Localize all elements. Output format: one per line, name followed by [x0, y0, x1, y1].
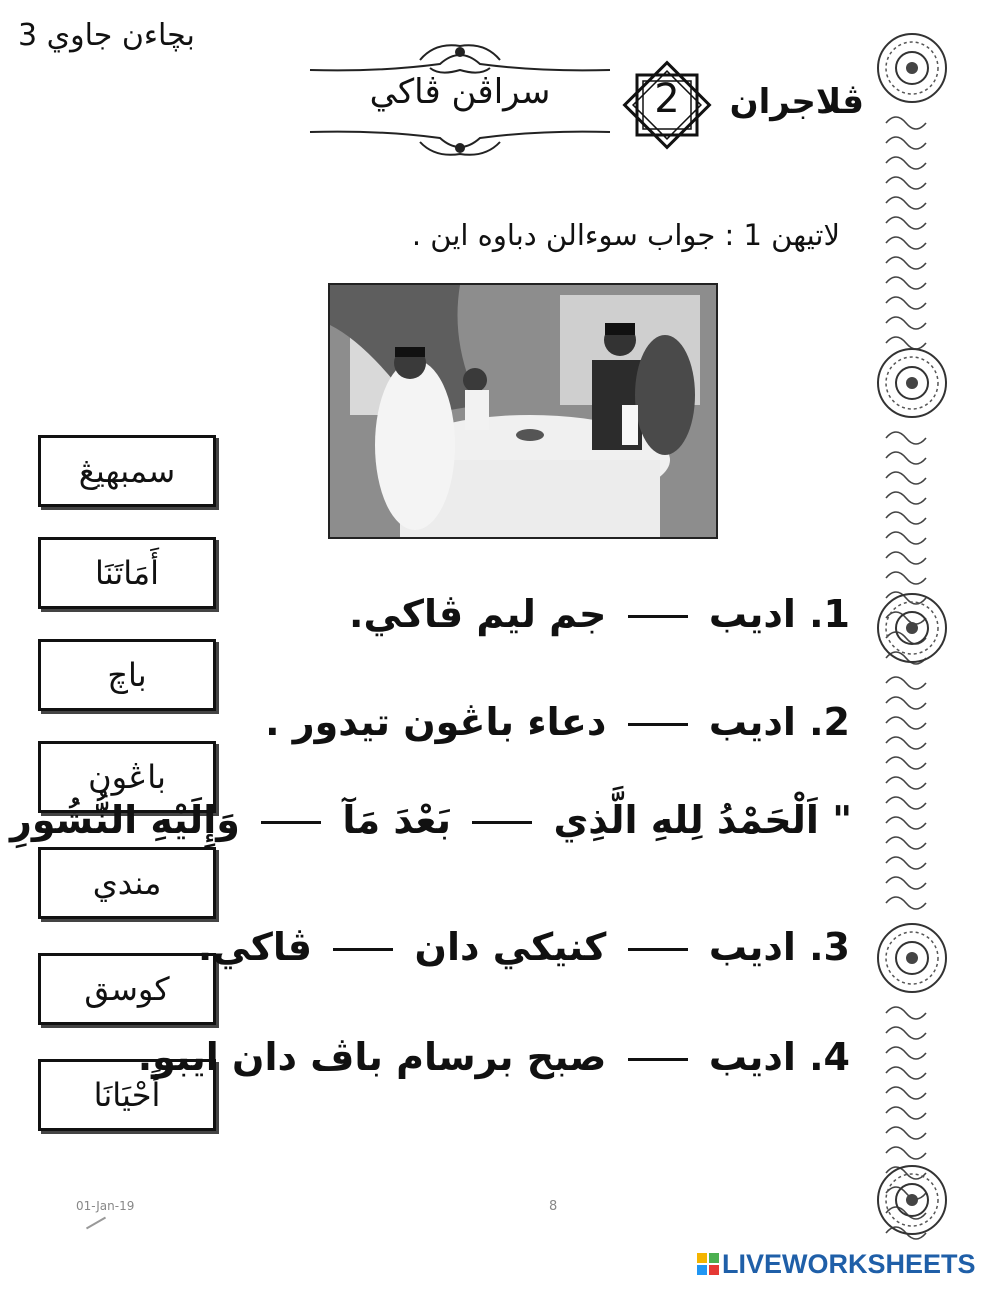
question-text: كنيكي دان	[414, 925, 607, 969]
footer-date: 01-Jan-19	[76, 1199, 135, 1213]
question-number: 2.	[809, 700, 850, 744]
question-number: 1.	[809, 592, 850, 636]
dua-part-1: اَلْحَمْدُ لِلهِ الَّذِي	[553, 798, 819, 842]
word-option[interactable]: أَحْيَانَا	[38, 1059, 216, 1131]
liveworksheets-logo-icon	[697, 1253, 719, 1275]
answer-blank[interactable]	[472, 821, 532, 824]
word-option[interactable]: مندي	[38, 847, 216, 919]
family-photo	[328, 283, 718, 539]
question-subject: اديب	[708, 700, 796, 744]
word-option[interactable]: أَمَاتَنَا	[38, 537, 216, 609]
question-4	[138, 1035, 850, 1079]
question-subject: اديب	[708, 925, 796, 969]
dua-quote-open: "	[832, 798, 852, 842]
answer-blank[interactable]	[628, 723, 688, 726]
exercise-instruction: لاتيهن 1 : جواب سوءالن دباوه اين .	[411, 218, 840, 252]
book-title: بچاءن جاوي 3	[18, 18, 195, 53]
word-option[interactable]: باڠون	[38, 741, 216, 813]
question-number: 4.	[809, 1035, 850, 1079]
word-option[interactable]: باچ	[38, 639, 216, 711]
question-text: دعاء باڠون تيدور .	[265, 700, 607, 744]
question-2	[265, 700, 850, 744]
word-option[interactable]: سمبهيڠ	[38, 435, 216, 507]
answer-blank[interactable]	[333, 948, 393, 951]
lesson-number: 2	[654, 76, 680, 122]
answer-blank[interactable]	[261, 821, 321, 824]
question-text: صبح برسام باڤ دان ايبو.	[137, 1035, 607, 1079]
pen-mark	[86, 1217, 106, 1230]
answer-blank[interactable]	[628, 948, 688, 951]
decorative-border	[866, 28, 958, 1240]
story-title: سراڤن ڤاكي	[369, 72, 551, 112]
question-text: جم ليم ڤاكي.	[349, 592, 607, 636]
question-subject: اديب	[708, 1035, 796, 1079]
answer-blank[interactable]	[628, 615, 688, 618]
dua-part-2: بَعْدَ مَآ	[342, 798, 452, 842]
question-number: 3.	[809, 925, 850, 969]
word-option[interactable]: كوسق	[38, 953, 216, 1025]
dua-line	[0, 798, 852, 842]
page-number: 8	[549, 1199, 558, 1214]
lesson-label: ڤلاجران	[729, 82, 864, 122]
question-subject: اديب	[708, 592, 796, 636]
answer-blank[interactable]	[628, 1058, 688, 1061]
question-3	[198, 925, 850, 969]
question-text: ڤاكي.	[197, 925, 313, 969]
liveworksheets-watermark[interactable]: LIVEWORKSHEETS	[722, 1249, 976, 1279]
family-dining-photo-icon	[330, 285, 716, 537]
dua-part-3: وَإِلَيْهِ النُّشُورِ	[9, 798, 240, 842]
question-1	[349, 592, 850, 636]
